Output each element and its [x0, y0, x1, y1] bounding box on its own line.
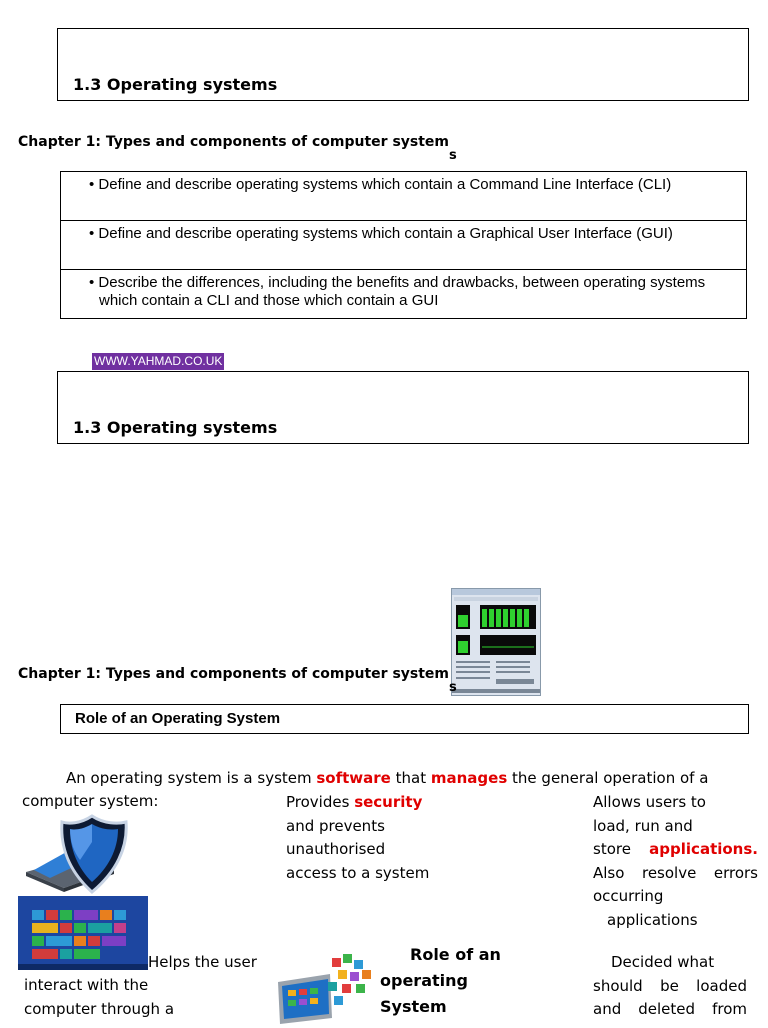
page1-title-box — [57, 28, 749, 101]
windows-start-screen-image — [18, 896, 148, 970]
page2-chapter-heading — [18, 666, 457, 695]
page1-chapter-text: Chapter 1: Types and components of computer system — [18, 134, 450, 150]
section-heading-box — [60, 704, 749, 734]
page2-title-box — [57, 371, 749, 444]
objectives-table — [60, 171, 747, 319]
task-manager-screenshot — [451, 588, 541, 696]
applications-text: Allows users to load, run and store applications. Also resolve errors occurring applications — [593, 793, 758, 929]
keyword-manages: manages — [430, 769, 508, 787]
page1-title: 1.3 Operating systems — [73, 75, 278, 94]
keyword-security: security — [354, 793, 423, 811]
objective-row: • Describe the differences, including the benefits and drawbacks, between operating systems which contain a CLI and those which contain a GUI — [61, 270, 747, 319]
page1-chapter-suffix: s — [449, 148, 457, 163]
intro-line-2: computer system: — [22, 792, 159, 810]
page2-chapter-suffix: s — [449, 680, 457, 695]
section-heading: Role of an Operating System — [75, 710, 281, 727]
objective-row: • Define and describe operating systems which contain a Graphical User Interface (GUI) — [61, 221, 747, 270]
center-role-heading: Role of an operating System — [380, 945, 501, 1016]
intro-line-1: An operating system is a system software that manages the general operation of a — [66, 769, 709, 787]
keyword-software: software — [316, 769, 391, 787]
objective-row: • Define and describe operating systems which contain a Command Line Interface (CLI) — [61, 172, 747, 221]
security-shield-icon — [22, 812, 132, 896]
interface-text: interact with the computer through a — [24, 976, 175, 1018]
laptop-apps-icon — [272, 952, 380, 1024]
interface-line-1: Helps the user — [148, 953, 257, 971]
memory-text: Decided what should be loaded and deleted from — [593, 953, 747, 1018]
page2-chapter-text: Chapter 1: Types and components of computer system — [18, 666, 450, 682]
page1-chapter-heading — [18, 134, 457, 163]
page2-title: 1.3 Operating systems — [73, 418, 278, 437]
website-link[interactable]: WWW.YAHMAD.CO.UK — [94, 354, 223, 368]
keyword-applications: applications. — [649, 840, 758, 858]
security-text: Provides security and prevents unauthorised access to a system — [286, 793, 430, 882]
